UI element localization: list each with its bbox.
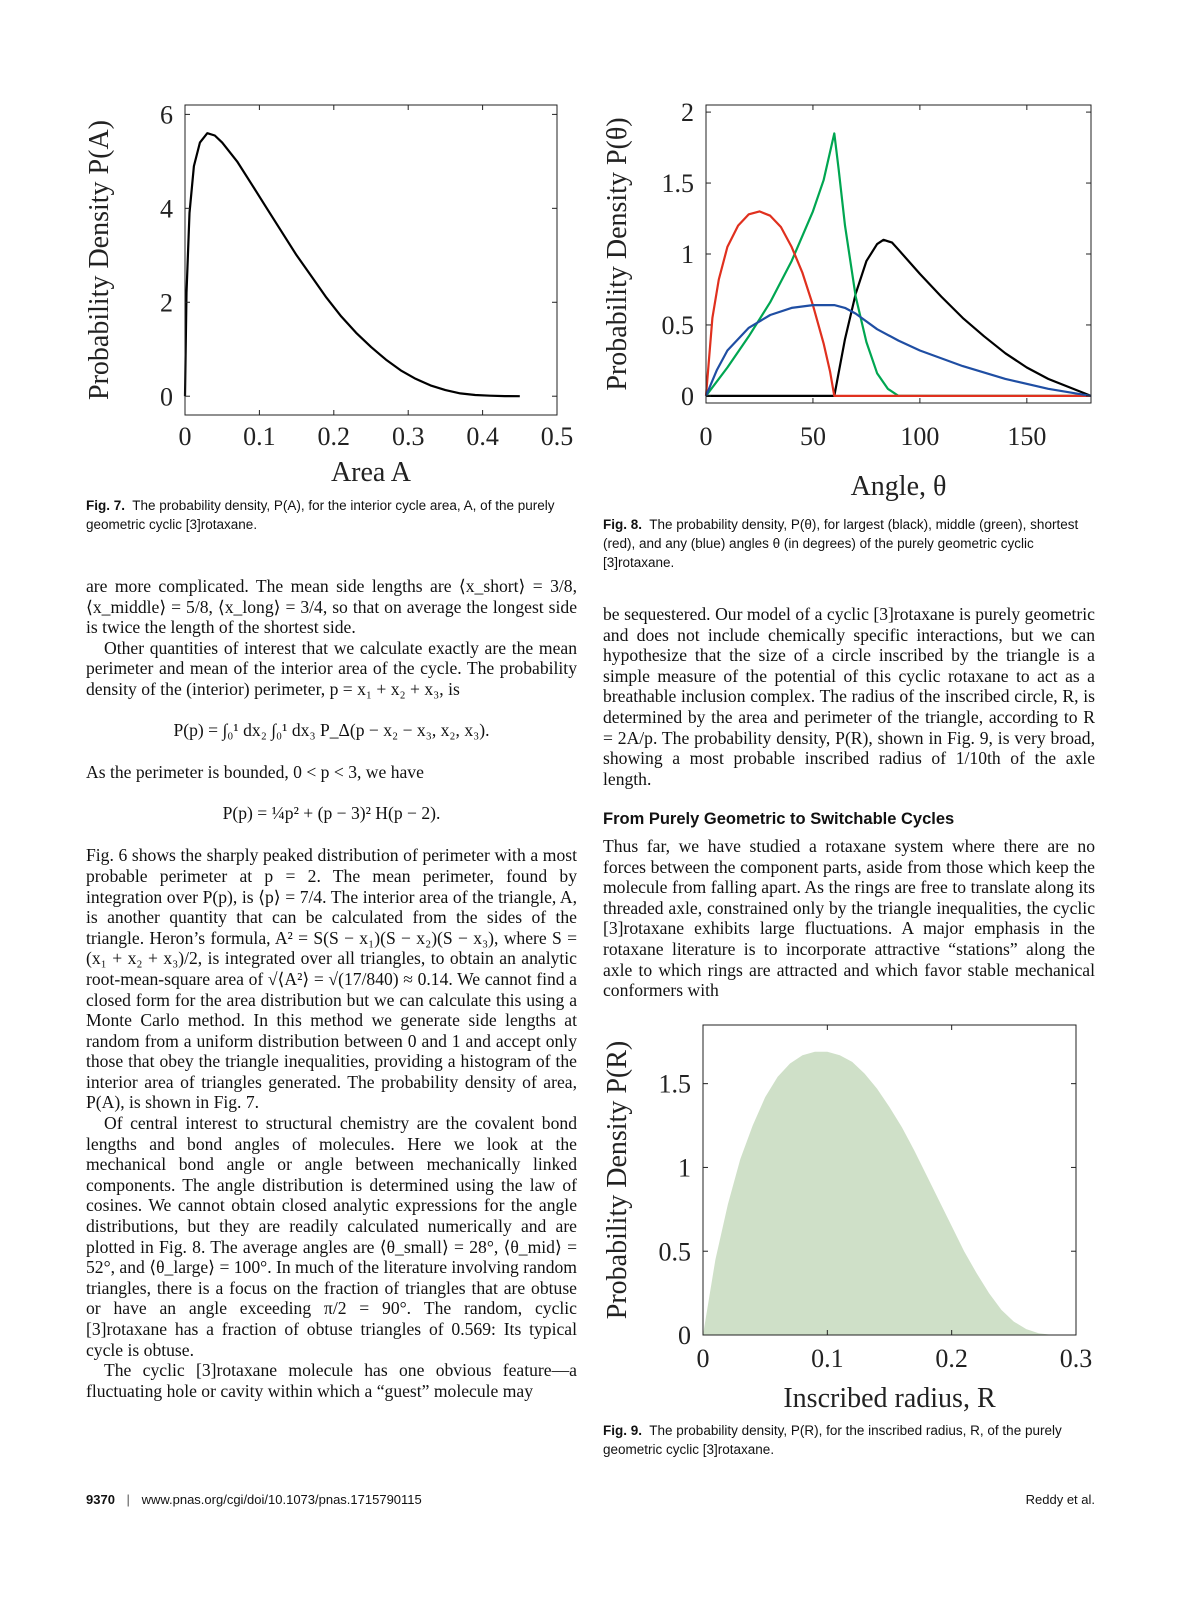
x-tick-label: 0.2 [317,422,351,451]
y-tick-label: 1 [681,240,694,270]
series-line-2 [706,211,1091,396]
left-paragraph-4: Fig. 6 shows the sharply peaked distribution of perimeter with a most probable perimeter at p = 2. The mean perimeter, found by integration over P(p), is ⟨p⟩ = 7/4. The interior area of the triangle, A, is another quantity that can be calculated from the sides of the triangle. Heron’s formula, A² = S(S − x₁)(S − x₂)(S − x₃), where S = (x₁ + x₂ + x₃)/2, is integrated over all triangles, to obtain an analytic root-mean-square area of √⟨A²⟩ = √(17/840) ≈ 0.14. We cannot find a closed form for the area distribution but we can calculate this using a Monte Carlo method. In this method we generate side lengths at random from a uniform distribution between 0 and 1 and accept only those that obey the triangle inequalities, providing a histogram of the interior area of triangles generated. The probability density of area, P(A), is shown in Fig. 7. [86,845,577,1113]
left-paragraph-5: Of central interest to structural chemistry are the covalent bond lengths and bond angles of molecules. Here we look at the mechanical bond angle or angle between mechanically linked components. The angle distribution is determined using the law of cosines. We cannot obtain closed analytic expressions for the angle distributions, but they are readily calculated numerically and are plotted in Fig. 8. The average angles are ⟨θ_small⟩ = 28°, ⟨θ_mid⟩ = 52°, and ⟨θ_large⟩ = 100°. In much of the literature involving random triangles, there is a focus on the fraction of triangles that are obtuse or have an angle exceeding π/2 = 90°. The random, cyclic [3]rotaxane has a fraction of obtuse triangles of 0.569: Its typical cycle is obtuse. [86,1113,577,1360]
fig9-caption-text: The probability density, P(R), for the inscribed radius, R, of the purely geometric cyclic [3]rotaxane. [603,1423,1062,1457]
fig8-caption-text: The probability density, P(θ), for largest (black), middle (green), shortest (red), and any (blue) angles θ (in degrees) of the purely geometric cyclic [3]rotaxane. [603,517,1079,570]
y-tick-label: 0.5 [658,1237,691,1267]
fig7-caption [86,496,578,534]
x-tick-label: 0.3 [391,422,425,451]
x-tick-label: 50 [799,422,826,451]
left-paragraph-6: The cyclic [3]rotaxane molecule has one obvious feature—a fluctuating hole or cavity within which a “guest” molecule may [86,1360,577,1401]
x-tick-label: 0 [699,422,713,451]
x-tick-label: 0.3 [1059,1344,1093,1373]
equation-perimeter-density: P(p) = ¼p² + (p − 3)² H(p − 2). [222,802,441,823]
x-tick-label: 0.5 [540,422,574,451]
y-tick-label: 0 [681,382,694,412]
y-axis-label: Probability Density P(R) [602,1040,633,1320]
x-tick-label: 0.1 [243,422,276,451]
page-number: 9370 [86,1492,115,1507]
right-paragraph-2: Thus far, we have studied a rotaxane system where there are no forces between the component parts, aside from those which keep the molecule from falling apart. As the rings are free to translate along its threaded axle, constrained only by the triangle inequalities, the cyclic [3]rotaxane exhibits large fluctuations. A major emphasis in the rotaxane literature is to incorporate attractive “stations” along the axle to which rings are attracted and which favor stable mechanical conformers with [603,835,1095,1001]
x-tick-label: 0.1 [811,1344,844,1373]
plot-frame [185,105,557,415]
y-tick-label: 0 [160,382,173,412]
x-tick-label: 150 [1007,422,1047,451]
fig9-caption-label: Fig. 9. [603,1423,643,1438]
x-tick-label: 0.4 [466,422,499,451]
fig7-caption-label: Fig. 7. [86,498,126,513]
y-tick-label: 2 [681,98,694,128]
y-axis-label: Probability Density P(A) [84,120,115,400]
fig7-chart [80,95,590,495]
fig8-caption-label: Fig. 8. [603,517,643,532]
y-tick-label: 2 [160,288,173,318]
left-paragraph-2: Other quantities of interest that we calculate exactly are the mean perimeter and mean of the interior area of the cycle. The probability density of the (interior) perimeter, p = x₁ + x₂ + x₃, is [86,637,577,699]
page-footer [86,1492,1095,1512]
right-paragraph-1: be sequestered. Our model of a cyclic [3]rotaxane is purely geometric and does not include chemically specific interactions, but we can hypothesize that the size of a circle inscribed by the triangle is a simple measure of the potential of this cyclic rotaxane to act as a breathable inclusion complex. The radius of the inscribed circle, R, is determined by the area and perimeter of the triangle, according to R = 2A/p. The probability density, P(R), shown in Fig. 9, is very broad, showing a most probable inscribed radius of 1/10th of the axle length. [603,604,1095,789]
y-tick-label: 1.5 [658,1069,691,1099]
y-tick-label: 0.5 [661,311,694,341]
y-tick-label: 1 [678,1153,691,1183]
plot-frame [706,105,1091,403]
series-line-0 [185,133,520,396]
x-axis-label: Inscribed radius, R [783,1383,996,1414]
x-axis-label: Area A [330,457,412,488]
fig9-chart [598,1015,1108,1415]
fig8-caption [603,515,1095,572]
y-tick-label: 4 [160,194,173,224]
equation-perimeter-integral: P(p) = ∫₀¹ dx₂ ∫₀¹ dx₃ P_Δ(p − x₂ − x₃, x₂, x₃). [173,719,490,740]
series-area-0 [703,1052,1062,1335]
section-heading: From Purely Geometric to Switchable Cycles [603,810,955,829]
fig8-chart [598,95,1108,510]
left-paragraph-3: As the perimeter is bounded, 0 < p < 3, we have [86,762,424,783]
x-tick-label: 0.2 [935,1344,968,1373]
footer-separator: | [126,1492,130,1507]
y-tick-label: 0 [678,1321,691,1351]
fig9-caption [603,1421,1095,1459]
footer-authors: Reddy et al. [1025,1492,1095,1507]
x-tick-label: 0 [178,422,192,451]
doi-link[interactable]: www.pnas.org/cgi/doi/10.1073/pnas.1715790115 [141,1492,422,1507]
y-tick-label: 6 [160,100,173,130]
series-line-3 [706,305,1091,396]
left-column [86,576,577,1401]
left-paragraph-1: are more complicated. The mean side lengths are ⟨x_short⟩ = 3/8, ⟨x_middle⟩ = 5/8, ⟨x_long⟩ = 3/4, so that on average the longest side is twice the length of the shortest side. [86,576,577,638]
x-tick-label: 100 [900,422,940,451]
x-tick-label: 0 [696,1344,710,1373]
fig7-caption-text: The probability density, P(A), for the interior cycle area, A, of the purely geometric cyclic [3]rotaxane. [86,498,555,532]
right-column-top [603,604,1095,1001]
y-axis-label: Probability Density P(θ) [602,117,633,391]
y-tick-label: 1.5 [661,169,694,199]
series-line-1 [706,133,1091,396]
x-axis-label: Angle, θ [850,471,947,502]
